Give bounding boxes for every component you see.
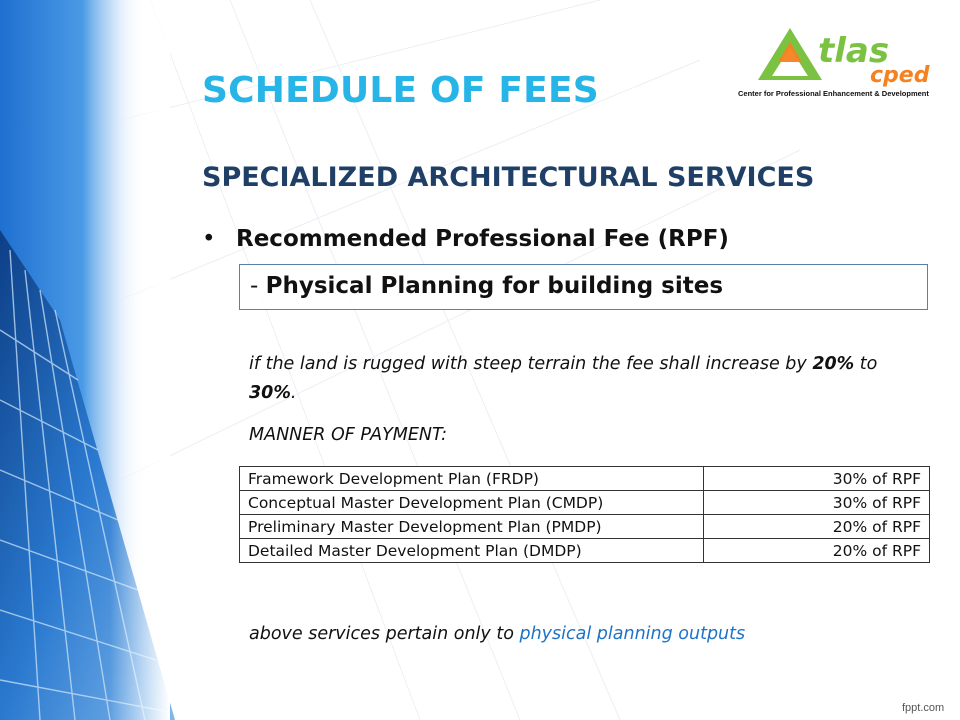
- slide-subtitle: SPECIALIZED ARCHITECTURAL SERVICES: [202, 162, 815, 193]
- table-cell-share: 20% of RPF: [704, 539, 930, 563]
- logo-text-main: tlas: [818, 31, 890, 71]
- table-cell-share: 30% of RPF: [704, 467, 930, 491]
- note-value-2: 30%: [249, 383, 291, 403]
- highlight-box-text: [250, 273, 723, 299]
- table-cell-share: 20% of RPF: [704, 515, 930, 539]
- highlight-box-label: Physical Planning for building sites: [265, 273, 724, 299]
- note-part-2: to: [854, 354, 878, 374]
- site-watermark: fppt.com: [902, 702, 945, 714]
- note-part-3: .: [290, 383, 297, 403]
- table-row: [240, 539, 930, 563]
- table-cell-plan: Framework Development Plan (FRDP): [240, 467, 704, 491]
- logo-text-sub: cped: [870, 63, 930, 88]
- footer-note-text: above services pertain only to: [249, 624, 520, 644]
- bullet-item: [202, 226, 729, 252]
- note-part-1: if the land is rugged with steep terrain the fee shall increase by: [249, 354, 813, 374]
- table-row: [240, 515, 930, 539]
- table-cell-share: 30% of RPF: [704, 491, 930, 515]
- table-row: [240, 491, 930, 515]
- payment-heading: MANNER OF PAYMENT:: [249, 425, 448, 445]
- highlight-box-prefix: -: [250, 273, 266, 299]
- footer-note: [249, 624, 745, 644]
- note-value-1: 20%: [812, 354, 855, 374]
- table-cell-plan: Conceptual Master Development Plan (CMDP): [240, 491, 704, 515]
- bullet-text: Recommended Professional Fee (RPF): [236, 226, 729, 252]
- logo-tagline: Center for Professional Enhancement & Development: [738, 89, 929, 98]
- terrain-note: [249, 350, 929, 408]
- footer-note-highlight: physical planning outputs: [519, 624, 746, 644]
- table-cell-plan: Preliminary Master Development Plan (PMDP): [240, 515, 704, 539]
- table-row: [240, 467, 930, 491]
- payment-table: [239, 466, 930, 563]
- bullet-icon: •: [202, 226, 216, 252]
- highlight-box: [239, 264, 928, 310]
- table-cell-plan: Detailed Master Development Plan (DMDP): [240, 539, 704, 563]
- slide-title: SCHEDULE OF FEES: [202, 70, 599, 111]
